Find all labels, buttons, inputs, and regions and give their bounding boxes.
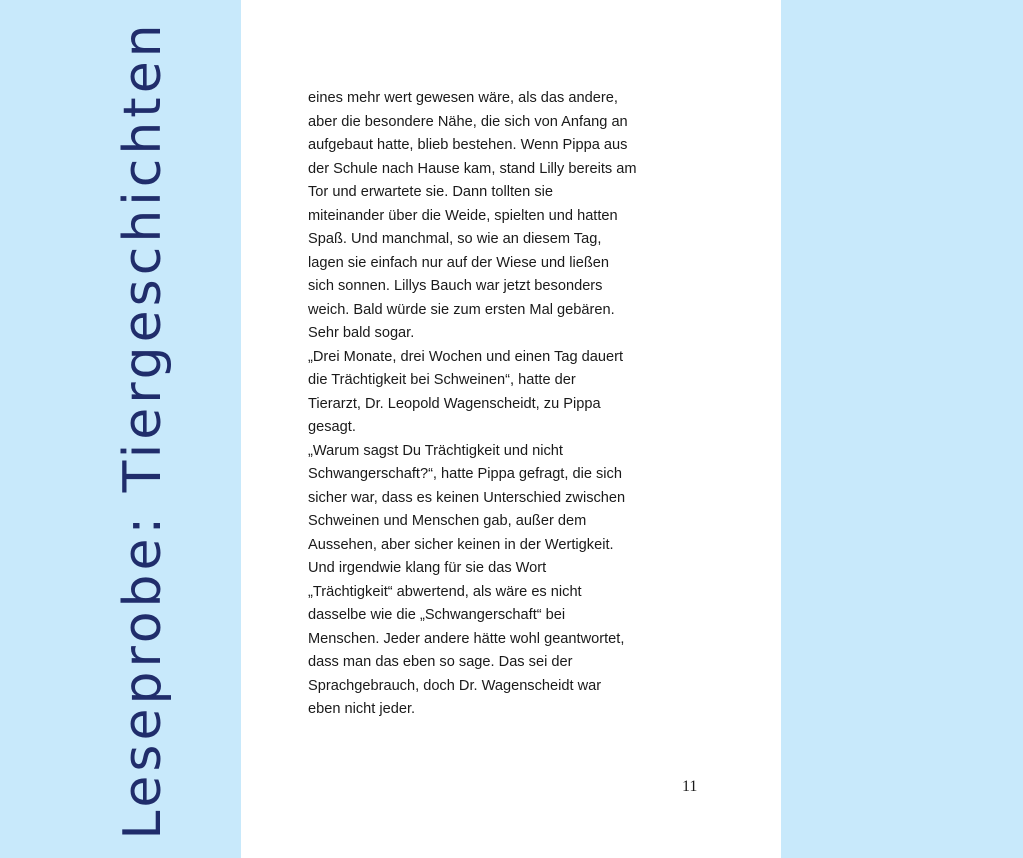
page-number: 11	[682, 778, 698, 795]
text-line: dasselbe wie die „Schwangerschaft“ bei	[308, 607, 566, 623]
text-line: sich sonnen. Lillys Bauch war jetzt besonders	[308, 278, 603, 294]
text-line: weich. Bald würde sie zum ersten Mal gebären.	[308, 301, 615, 318]
text-line: „Drei Monate, drei Wochen und einen Tag dauert	[308, 348, 624, 365]
side-title-panel	[0, 0, 241, 858]
text-line: Und irgendwie klang für sie das Wort	[308, 560, 547, 576]
text-line: die Trächtigkeit bei Schweinen“, hatte der	[308, 372, 576, 388]
text-line: Tor und erwartete sie. Dann tollten sie	[308, 184, 553, 200]
text-line: Schwangerschaft?“, hatte Pippa gefragt, die sich	[308, 466, 622, 482]
text-line: aufgebaut hatte, blieb bestehen. Wenn Pippa aus	[308, 137, 628, 153]
text-line: Aussehen, aber sicher keinen in der Wertigkeit.	[308, 536, 614, 553]
text-line: eines mehr wert gewesen wäre, als das andere,	[308, 90, 618, 106]
book-page	[241, 0, 781, 858]
text-line: Tierarzt, Dr. Leopold Wagenscheidt, zu Pippa	[308, 395, 601, 412]
text-line: „Trächtigkeit“ abwertend, als wäre es nicht	[308, 583, 582, 600]
text-line: der Schule nach Hause kam, stand Lilly bereits am	[308, 160, 637, 177]
text-line: dass man das eben so sage. Das sei der	[308, 654, 573, 670]
side-title: Leseprobe: Tiergeschichten	[113, 20, 173, 840]
text-line: sicher war, dass es keinen Unterschied zwischen	[308, 489, 626, 506]
text-line: eben nicht jeder.	[308, 701, 416, 717]
page-text	[308, 87, 708, 722]
text-line: „Warum sagst Du Trächtigkeit und nicht	[308, 442, 563, 459]
text-line: lagen sie einfach nur auf der Wiese und ließen	[308, 254, 609, 271]
text-line: gesagt.	[308, 419, 356, 435]
text-line: Sehr bald sogar.	[308, 325, 415, 341]
text-line: Spaß. Und manchmal, so wie an diesem Tag,	[308, 231, 602, 247]
text-line: miteinander über die Weide, spielten und hatten	[308, 207, 618, 224]
text-line: Schweinen und Menschen gab, außer dem	[308, 513, 587, 529]
text-line: Sprachgebrauch, doch Dr. Wagenscheidt war	[308, 677, 602, 694]
text-line: aber die besondere Nähe, die sich von Anfang an	[308, 113, 628, 130]
text-line: Menschen. Jeder andere hätte wohl geantwortet,	[308, 630, 625, 647]
